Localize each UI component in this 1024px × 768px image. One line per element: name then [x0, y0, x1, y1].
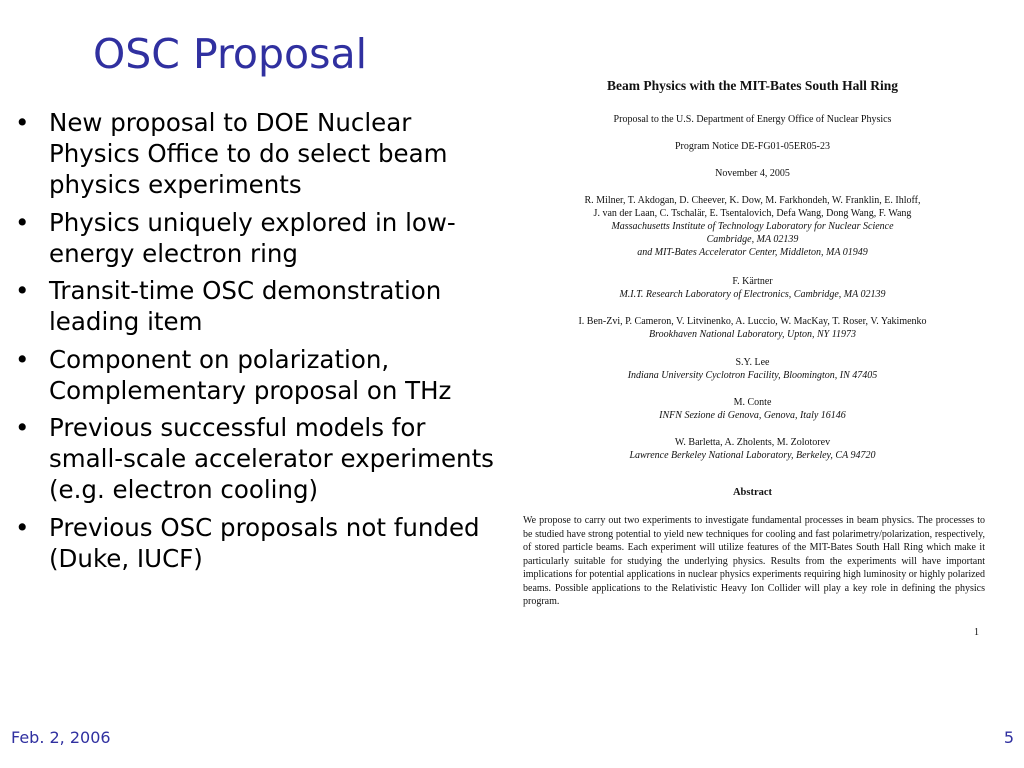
affiliation-line: Indiana University Cyclotron Facility, Bloomington, IN 47405	[627, 370, 878, 381]
author-block-rle	[520, 275, 985, 301]
author-line: W. Barletta, A. Zholents, M. Zolotorev	[674, 437, 831, 448]
author-line: I. Ben-Zvi, P. Cameron, V. Litvinenko, A. Luccio, W. MacKay, T. Roser, V. Yakimenko	[578, 316, 927, 327]
bullet-text: Transit-time OSC demonstration leading item	[49, 276, 442, 336]
bullet-icon: •	[15, 413, 30, 442]
bullet-item	[14, 275, 504, 337]
proposal-document-image	[520, 72, 985, 642]
author-line: S.Y. Lee	[735, 357, 770, 368]
bullet-item	[14, 107, 504, 200]
slide-title: OSC Proposal	[93, 30, 367, 78]
bullet-item	[14, 512, 504, 574]
proposal-title: Beam Physics with the MIT-Bates South Hall Ring	[607, 78, 898, 93]
author-line: R. Milner, T. Akdogan, D. Cheever, K. Dow, M. Farkhondeh, W. Franklin, E. Ihloff,	[584, 195, 921, 206]
bullet-item	[14, 207, 504, 269]
affiliation-line: Brookhaven National Laboratory, Upton, NY 11973	[649, 329, 856, 340]
abstract-heading: Abstract	[732, 487, 773, 498]
bullet-icon: •	[15, 276, 30, 305]
affiliation-line: Cambridge, MA 02139	[706, 234, 799, 245]
author-block-iucf	[520, 356, 985, 382]
author-block-lbnl	[520, 436, 985, 462]
proposal-date: November 4, 2005	[715, 168, 790, 179]
bullet-icon: •	[15, 512, 30, 542]
affiliation-line: and MIT-Bates Accelerator Center, Middleton, MA 01949	[637, 247, 868, 258]
slide-number: 5	[1003, 728, 1014, 747]
author-block-mit	[520, 194, 985, 259]
bullet-icon: •	[15, 108, 30, 137]
bullet-item	[14, 412, 504, 505]
author-block-infn	[520, 396, 985, 422]
bullet-icon: •	[15, 344, 30, 374]
author-line: M. Conte	[733, 397, 772, 408]
program-notice: Program Notice DE-FG01-05ER05-23	[675, 141, 830, 152]
bullet-text: Component on polarization, Complementary proposal on THz	[49, 344, 452, 405]
author-line: J. van der Laan, C. Tschalär, E. Tsentalovich, Defa Wang, Dong Wang, F. Wang	[593, 208, 912, 219]
bullet-text: Physics uniquely explored in low-energy electron ring	[49, 207, 456, 268]
bullet-item	[14, 344, 504, 406]
bullet-icon: •	[15, 207, 30, 237]
author-block-bnl	[520, 315, 985, 341]
document-page-number: 1	[974, 627, 979, 638]
affiliation-line: M.I.T. Research Laboratory of Electronics, Cambridge, MA 02139	[619, 289, 886, 300]
author-line: F. Kärtner	[732, 276, 773, 287]
proposal-recipient: Proposal to the U.S. Department of Energy Office of Nuclear Physics	[613, 114, 892, 125]
bullet-text: Previous OSC proposals not funded (Duke, IUCF)	[49, 512, 480, 573]
affiliation-line: Massachusetts Institute of Technology Laboratory for Nuclear Science	[611, 221, 894, 232]
bullet-text: New proposal to DOE Nuclear Physics Office to do select beam physics experiments	[49, 108, 448, 199]
bullet-text: Previous successful models for small-scale accelerator experiments (e.g. electron cooling)	[49, 413, 494, 504]
footer-date: Feb. 2, 2006	[11, 728, 111, 747]
abstract-text: We propose to carry out two experiments to investigate fundamental processes in beam physics. The processes to be studied have strong potential to yield new techniques for cooling and fast polarimetry/polarization, respectively, of stored particle beams. Each experiment will utilize features of the MIT-Bates South Hall Ring which make it particularly suitable for studying the underlying physics. Results from the experiments will have important implications for potential applications in nuclear physics experiments requiring high luminosity or highly polarized beams. Possible applications to the Relativistic Heavy Ion Collider will play a key role in defining the physics program.	[523, 515, 985, 607]
affiliation-line: Lawrence Berkeley National Laboratory, Berkeley, CA 94720	[629, 450, 876, 461]
affiliation-line: INFN Sezione di Genova, Genova, Italy 16146	[659, 410, 846, 421]
bullet-list	[14, 107, 504, 580]
